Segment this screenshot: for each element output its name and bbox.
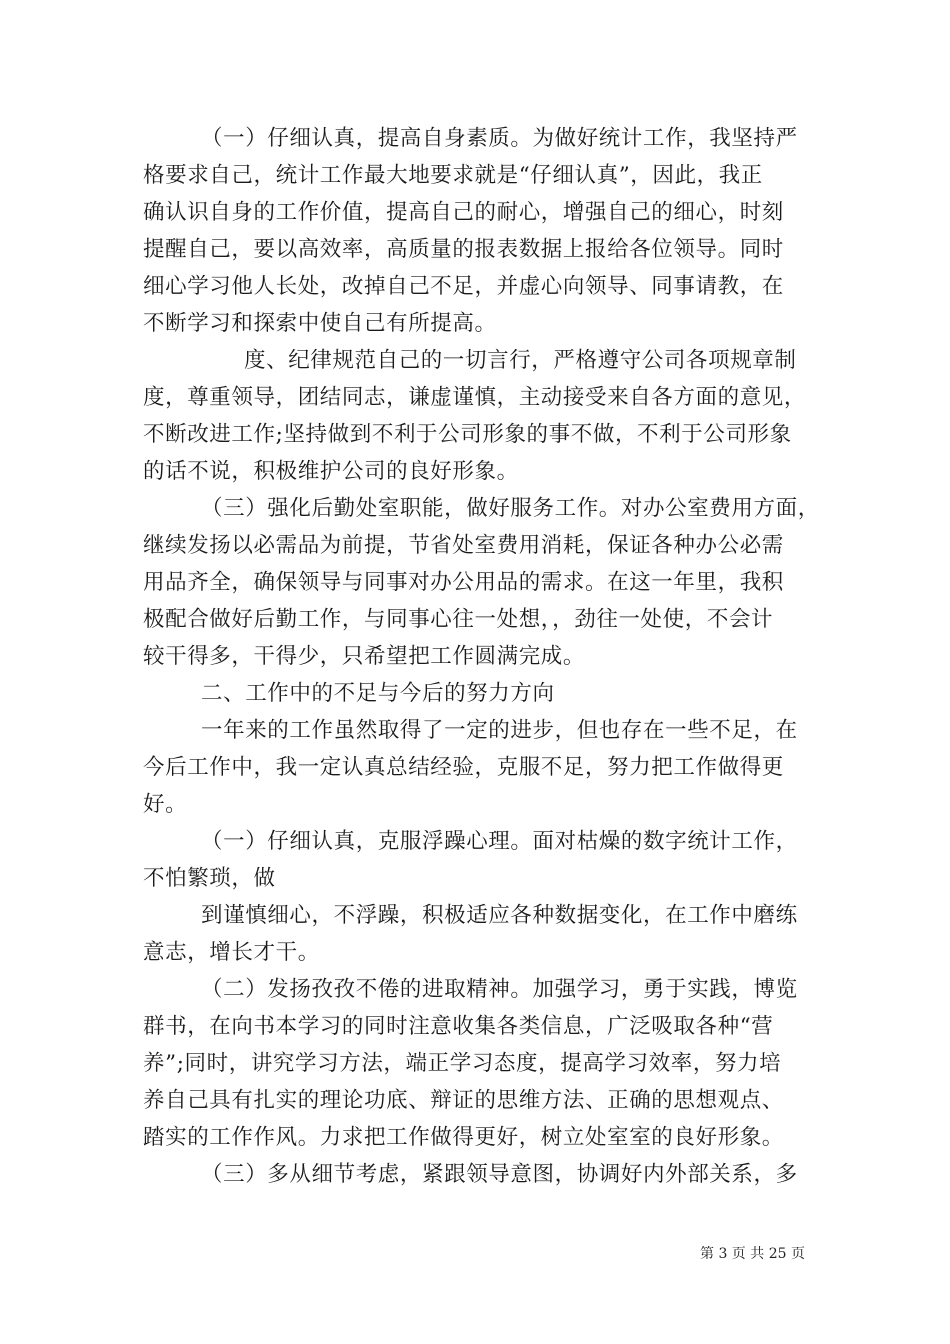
text-line: 不断改进工作;坚持做到不利于公司形象的事不做，不利于公司形象 bbox=[143, 422, 792, 447]
page-number: 第 3 页 共 25 页 bbox=[700, 1246, 805, 1262]
text-line: 细心学习他人长处，改掉自己不足，并虚心向领导、同事请教，在 bbox=[143, 274, 784, 299]
text-line: 一年来的工作虽然取得了一定的进步，但也存在一些不足，在 bbox=[201, 718, 798, 743]
text-line: （一）仔细认真，提高自身素质。为做好统计工作，我坚持严 bbox=[201, 126, 798, 151]
text-line: 度，尊重领导，团结同志，谦虚谨慎，主动接受来自各方面的意见， bbox=[143, 385, 807, 410]
text-line: 极配合做好后勤工作，与同事心往一处想，，劲往一处使，不会计 bbox=[143, 607, 774, 632]
section-heading: 二、工作中的不足与今后的努力方向 bbox=[201, 681, 555, 706]
text-line: 继续发扬以必需品为前提，节省处室费用消耗，保证各种办公必需 bbox=[143, 533, 784, 558]
text-line: 不怕繁琐，做 bbox=[143, 866, 276, 891]
text-line: 踏实的工作作风。力求把工作做得更好，树立处室室的良好形象。 bbox=[143, 1125, 784, 1150]
text-line: 意志，增长才干。 bbox=[143, 940, 320, 965]
text-line: 养”;同时，讲究学习方法，端正学习态度，提高学习效率，努力培 bbox=[143, 1051, 782, 1076]
text-line: （一）仔细认真，克服浮躁心理。面对枯燥的数字统计工作， bbox=[201, 829, 798, 854]
text-line: 不断学习和探索中使自己有所提高。 bbox=[143, 311, 497, 336]
text-line: （二）发扬孜孜不倦的进取精神。加强学习，勇于实践，博览 bbox=[201, 977, 798, 1002]
text-line: 到谨慎细心，不浮躁，积极适应各种数据变化，在工作中磨练 bbox=[201, 903, 798, 928]
text-line: 格要求自己，统计工作最大地要求就是“仔细认真”，因此，我正 bbox=[143, 163, 763, 188]
text-line: 今后工作中，我一定认真总结经验，克服不足，努力把工作做得更 bbox=[143, 755, 784, 780]
text-line: 用品齐全，确保领导与同事对办公用品的需求。在这一年里，我积 bbox=[143, 570, 784, 595]
text-line: 确认识自身的工作价值，提高自己的耐心，增强自己的细心，时刻 bbox=[143, 200, 784, 225]
text-line: 的话不说，积极维护公司的良好形象。 bbox=[143, 459, 519, 484]
text-line: （三）多从细节考虑，紧跟领导意图，协调好内外部关系，多 bbox=[201, 1162, 798, 1187]
text-line: 养自己具有扎实的理论功底、辩证的思维方法、正确的思想观点、 bbox=[143, 1088, 784, 1113]
text-line: 好。 bbox=[143, 792, 188, 817]
text-line: 提醒自己，要以高效率，高质量的报表数据上报给各位领导。同时 bbox=[143, 237, 784, 262]
text-line: 群书，在向书本学习的同时注意收集各类信息，广泛吸取各种“营 bbox=[143, 1014, 774, 1039]
text-line: 较干得多，干得少，只希望把工作圆满完成。 bbox=[143, 644, 586, 669]
text-line: 度、纪律规范自己的一切言行，严格遵守公司各项规章制 bbox=[244, 348, 797, 373]
text-line: （三）强化后勤处室职能，做好服务工作。对办公室费用方面， bbox=[201, 496, 820, 521]
